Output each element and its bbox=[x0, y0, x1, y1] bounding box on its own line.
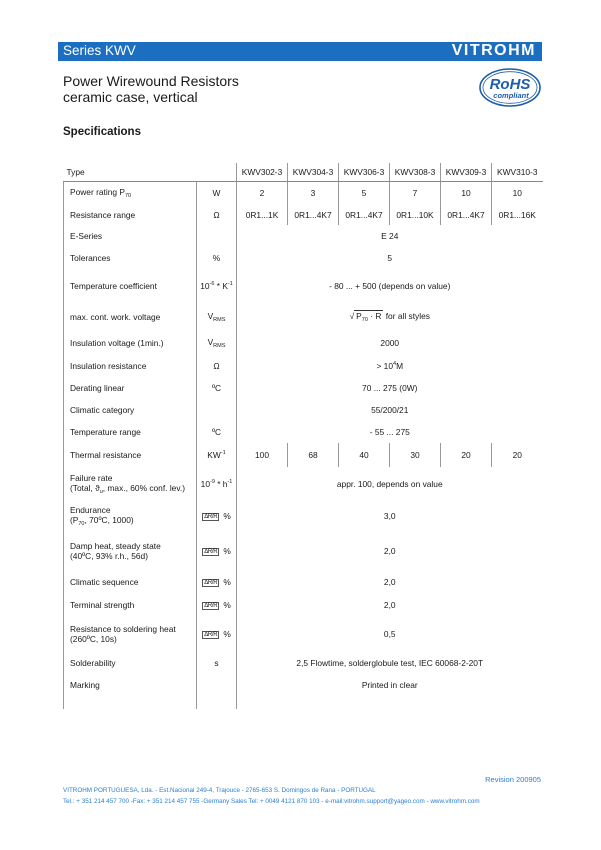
row-label: Temperature range bbox=[64, 421, 197, 443]
table-row bbox=[64, 675, 543, 695]
unit: Ω bbox=[197, 205, 237, 225]
cell-value: 100 bbox=[237, 443, 288, 467]
unit: $V_{RMS}$ bbox=[197, 331, 237, 355]
model-name: KWV306-3 bbox=[339, 163, 390, 181]
unit: ΔR/R % bbox=[197, 570, 237, 593]
unit: ΔR/R % bbox=[197, 500, 237, 532]
cell-value: - 80 ... + 500 (depends on value) bbox=[237, 269, 543, 303]
table-row bbox=[64, 443, 543, 467]
series-name: Series KWV bbox=[63, 43, 136, 58]
specifications-heading: Specifications bbox=[63, 126, 141, 138]
svg-text:RoHS: RoHS bbox=[489, 76, 531, 93]
cell-value: 2000 bbox=[237, 331, 543, 355]
table-row bbox=[64, 421, 543, 443]
row-label: Derating linear bbox=[64, 377, 197, 399]
cell-value: 2,0 bbox=[237, 570, 543, 593]
row-label: Climatic category bbox=[64, 399, 197, 421]
row-label: Solderability bbox=[64, 651, 197, 675]
row-label: Terminal strength bbox=[64, 593, 197, 616]
cell-value: 20 bbox=[492, 443, 543, 467]
cell-value: 0R1...10K bbox=[390, 205, 441, 225]
unit: $10^{-9} * h^{-1}$ bbox=[197, 467, 237, 500]
table-row bbox=[64, 616, 543, 651]
cell-value: 30 bbox=[390, 443, 441, 467]
rohs-badge bbox=[479, 68, 541, 107]
company-address: VITROHM PORTUGUESA, Lda. - Est.Nacional 249-4, Trajouce - 2765-653 S. Domingos de Rana - PORTUGAL bbox=[63, 787, 376, 794]
brand-logo: VITROHM bbox=[451, 42, 536, 59]
company-contact: Tel.: + 351 214 457 700 -Fax: + 351 214 457 755 -Germany Sales Tel: + 0049 4121 870 103 - e-mail:vitrohm.support@yageo.com - www.vitrohm.com bbox=[63, 798, 480, 805]
model-name: KWV309-3 bbox=[441, 163, 492, 181]
table-row bbox=[64, 651, 543, 675]
cell-value: 3 bbox=[288, 181, 339, 205]
row-label: max. cont. work. voltage bbox=[64, 303, 197, 331]
cell-value: 7 bbox=[390, 181, 441, 205]
table-row bbox=[64, 303, 543, 331]
row-label: Temperature coefficient bbox=[64, 269, 197, 303]
sqrt-icon: √ bbox=[349, 311, 355, 321]
cell-value: 0,5 bbox=[237, 616, 543, 651]
delta-r-fraction: ΔR/R bbox=[204, 579, 218, 586]
unit bbox=[197, 399, 237, 421]
unit: ºC bbox=[197, 377, 237, 399]
model-name: KWV302-3 bbox=[237, 163, 288, 181]
unit: s bbox=[197, 651, 237, 675]
delta-r-fraction: ΔR/R bbox=[204, 549, 218, 555]
row-label: Insulation resistance bbox=[64, 355, 197, 377]
table-header-row bbox=[64, 163, 543, 181]
cell-value: 68 bbox=[288, 443, 339, 467]
cell-value: 40 bbox=[339, 443, 390, 467]
table-row bbox=[64, 500, 543, 532]
product-title: Power Wirewound Resistors bbox=[63, 73, 239, 89]
row-label: Climatic sequence bbox=[64, 570, 197, 593]
table-row bbox=[64, 593, 543, 616]
table-row bbox=[64, 247, 543, 269]
type-label: Type bbox=[64, 163, 197, 181]
cell-value: - 55 ... 275 bbox=[237, 421, 543, 443]
cell-value: 10 bbox=[492, 181, 543, 205]
unit: W bbox=[197, 181, 237, 205]
unit: ΔR/R % bbox=[197, 532, 237, 570]
table-row bbox=[64, 331, 543, 355]
row-label: Damp heat, steady state (40ºC, 93% r.h., 56d) bbox=[64, 532, 197, 570]
cell-value: 20 bbox=[441, 443, 492, 467]
unit: % bbox=[197, 247, 237, 269]
model-name: KWV310-3 bbox=[492, 163, 543, 181]
cell-value: 0R1...4K7 bbox=[339, 205, 390, 225]
row-label: E-Series bbox=[64, 225, 197, 247]
cell-value: 0R1...4K7 bbox=[288, 205, 339, 225]
cell-value: 10 bbox=[441, 181, 492, 205]
row-label: Resistance to soldering heat (260ºC, 10s) bbox=[64, 616, 197, 651]
cell-value: √ $P_{70} \cdot R$ for all styles bbox=[237, 303, 543, 331]
row-label: Insulation voltage (1min.) bbox=[64, 331, 197, 355]
delta-r-fraction: ΔR/R bbox=[204, 602, 218, 609]
table-row bbox=[64, 467, 543, 500]
revision-label: Revision 200905 bbox=[485, 775, 541, 784]
cell-value: 2,0 bbox=[237, 593, 543, 616]
unit bbox=[197, 225, 237, 247]
unit: ΔR/R % bbox=[197, 593, 237, 616]
unit: ºC bbox=[197, 421, 237, 443]
table-row bbox=[64, 225, 543, 247]
row-label: Thermal resistance bbox=[64, 443, 197, 467]
cell-value: 3,0 bbox=[237, 500, 543, 532]
cell-value: 0R1...1K bbox=[237, 205, 288, 225]
table-row bbox=[64, 377, 543, 399]
unit: Ω bbox=[197, 355, 237, 377]
unit: $V_{RMS}$ bbox=[197, 303, 237, 331]
cell-value: appr. 100, depends on value bbox=[237, 467, 543, 500]
model-name: KWV304-3 bbox=[288, 163, 339, 181]
table-row bbox=[64, 355, 543, 377]
svg-text:compliant: compliant bbox=[493, 91, 529, 100]
specifications-table bbox=[63, 163, 543, 709]
table-row bbox=[64, 205, 543, 225]
table-row bbox=[64, 269, 543, 303]
delta-r-fraction: ΔR/R bbox=[204, 631, 218, 638]
unit: $KW^{-1}$ bbox=[197, 443, 237, 467]
cell-value: > $10^4M$ bbox=[237, 355, 543, 377]
row-label: Resistance range bbox=[64, 205, 197, 225]
cell-value: 2,0 bbox=[237, 532, 543, 570]
table-row: Power rating $P_{70}$ W 2 3 5 7 10 10 bbox=[64, 181, 543, 205]
cell-value: 55/200/21 bbox=[237, 399, 543, 421]
cell-value: 70 ... 275 (0W) bbox=[237, 377, 543, 399]
row-label: Tolerances bbox=[64, 247, 197, 269]
row-label: Marking bbox=[64, 675, 197, 695]
cell-value: 2 bbox=[237, 181, 288, 205]
cell-value: 5 bbox=[339, 181, 390, 205]
cell-value: Printed in clear bbox=[237, 675, 543, 695]
row-label: Endurance ($P_{70}$, 70ºC, 1000) bbox=[64, 500, 197, 532]
row-label: Failure rate (Total, $ϑ_u$, max., 60% conf. lev.) bbox=[64, 467, 197, 500]
cell-value: E 24 bbox=[237, 225, 543, 247]
product-subtitle: ceramic case, vertical bbox=[63, 89, 198, 105]
model-name: KWV308-3 bbox=[390, 163, 441, 181]
header-banner bbox=[58, 42, 542, 61]
unit bbox=[197, 675, 237, 695]
row-label: Power rating P bbox=[70, 187, 125, 198]
delta-r-fraction: ΔR/R bbox=[204, 514, 218, 520]
unit: $10^{-6} * K^{-1}$ bbox=[197, 269, 237, 303]
unit: ΔR/R % bbox=[197, 616, 237, 651]
cell-value: 0R1...4K7 bbox=[441, 205, 492, 225]
table-row bbox=[64, 399, 543, 421]
table-row bbox=[64, 532, 543, 570]
cell-value: 5 bbox=[237, 247, 543, 269]
cell-value: 2,5 Flowtime, solderglobule test, IEC 60068-2-20T bbox=[237, 651, 543, 675]
table-row bbox=[64, 570, 543, 593]
cell-value: 0R1...16K bbox=[492, 205, 543, 225]
